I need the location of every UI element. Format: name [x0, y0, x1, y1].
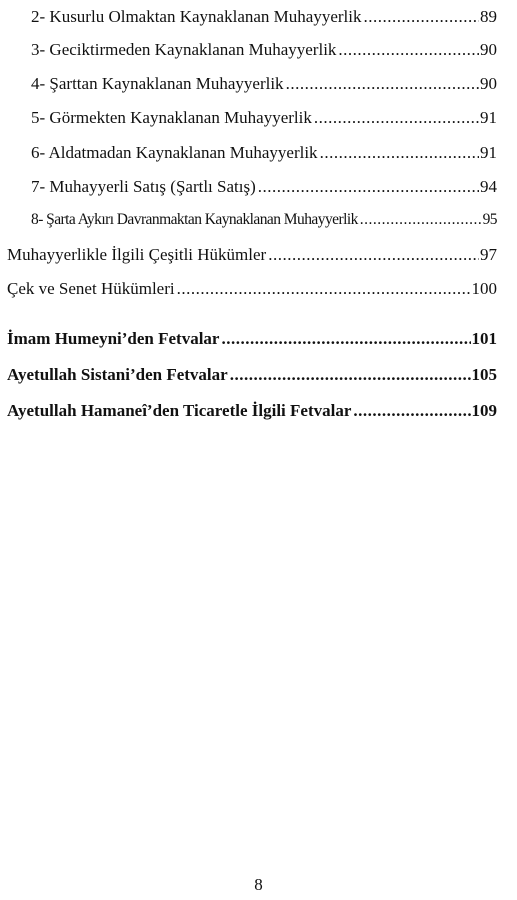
dot-leader: [353, 400, 470, 422]
toc-entry-title: Ayetullah Hamaneî’den Ticaretle İlgili Fetvalar: [7, 401, 352, 420]
toc-entry: [7, 244, 497, 266]
toc-entry-heading: [7, 400, 497, 422]
toc-entry-page: 89: [480, 7, 497, 26]
toc-entry-title: 2- Kusurlu Olmaktan Kaynaklanan Muhayyerlik: [31, 7, 362, 26]
dot-leader: [320, 142, 479, 164]
dot-leader: [177, 278, 471, 300]
dot-leader: [338, 39, 479, 61]
page-number: 8: [254, 875, 263, 894]
toc-entry-title: 5- Görmekten Kaynaklanan Muhayyerlik: [31, 108, 312, 127]
toc-entry: [31, 39, 497, 61]
toc-entry-title: 7- Muhayyerli Satış (Şartlı Satış): [31, 177, 256, 196]
toc-entry-page: 109: [471, 401, 497, 420]
toc-entry: [31, 176, 497, 198]
dot-leader: [286, 73, 479, 95]
toc-entry: [31, 73, 497, 95]
dot-leader: [363, 6, 479, 28]
toc-entry-page: 101: [471, 329, 497, 348]
toc-entry-title: Ayetullah Sistani’den Fetvalar: [7, 365, 228, 384]
dot-leader: [221, 328, 470, 350]
toc-entry: [7, 278, 497, 300]
dot-leader: [268, 244, 479, 266]
toc-entry-title: 8- Şarta Aykırı Davranmaktan Kaynaklanan Muhayyerlik: [31, 211, 358, 228]
dot-leader: [258, 176, 479, 198]
toc-entry-title: 6- Aldatmadan Kaynaklanan Muhayyerlik: [31, 143, 318, 162]
toc-entry-title: 4- Şarttan Kaynaklanan Muhayyerlik: [31, 74, 284, 93]
toc-entry-page: 97: [480, 245, 497, 264]
toc-entry-page: 95: [482, 211, 497, 228]
toc-entry-title: Çek ve Senet Hükümleri: [7, 279, 175, 298]
toc-entry-page: 91: [480, 143, 497, 162]
toc-entry-title: 3- Geciktirmeden Kaynaklanan Muhayyerlik: [31, 40, 337, 59]
toc-entry-page: 90: [480, 40, 497, 59]
toc-entry-title: İmam Humeyni’den Fetvalar: [7, 329, 220, 348]
dot-leader: [230, 364, 471, 386]
toc-entry-heading: [7, 364, 497, 386]
toc-entry-title: Muhayyerlikle İlgili Çeşitli Hükümler: [7, 245, 267, 264]
toc-entry-page: 90: [480, 74, 497, 93]
toc-entry: [31, 107, 497, 129]
toc-entry-page: 100: [471, 279, 497, 298]
toc-entry: [31, 6, 497, 28]
toc-entry: [31, 142, 497, 164]
toc-entry-page: 91: [480, 108, 497, 127]
dot-leader: [314, 107, 479, 129]
toc-entry-heading: [7, 328, 497, 350]
dot-leader: [360, 209, 482, 231]
toc-entry-page: 94: [480, 177, 497, 196]
toc-entry: [31, 209, 497, 231]
toc-entry-page: 105: [471, 365, 497, 384]
